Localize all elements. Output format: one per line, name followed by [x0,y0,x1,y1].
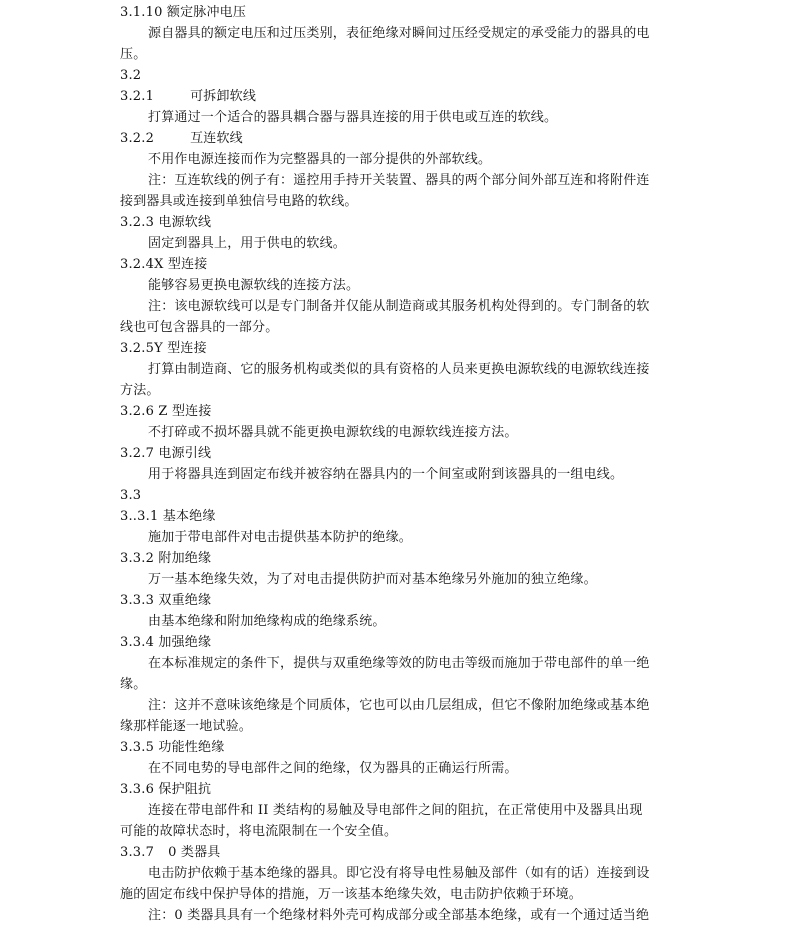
note-text: 接到器具或连接到单独信号电路的软线。 [120,194,358,209]
clause-heading-3-3-7 [120,845,220,861]
clause-text: 不打碎或不损坏器具就不能更换电源软线的电源软线连接方法。 [148,425,518,440]
clause-text: 打算由制造商、它的服务机构或类似的具有资格的人员来更换电源软线的电源软线连接 [148,362,650,377]
clause-heading-3-2-3: 3.2.3 电源软线 [120,215,212,230]
note-text: 注：这并不意味该绝缘是个同质体，它也可以由几层组成，但它不像附加绝缘或基本绝 [148,698,650,713]
clause-text: 电击防护依赖于基本绝缘的器具。即它没有将导电性易触及部件（如有的话）连接到设 [148,866,650,881]
clause-text: 在本标准规定的条件下，提供与双重绝缘等效的防电击等级而施加于带电部件的单一绝 [148,656,650,671]
clause-title: 0 类器具 [168,845,221,860]
clause-text: 不用作电源连接而作为完整器具的一部分提供的外部软线。 [148,152,492,167]
clause-heading-3-2-4: 3.2.4X 型连接 [120,257,208,272]
clause-number: 3.2.2 [120,131,155,146]
clause-heading-3-1-10: 3.1.10 额定脉冲电压 [120,5,247,20]
note-text: 线也可包含器具的一部分。 [120,320,279,335]
section-heading-3-3: 3.3 [120,488,142,503]
clause-text: 万一基本绝缘失效，为了对电击提供防护而对基本绝缘另外施加的独立绝缘。 [148,572,597,587]
section-heading-3-2: 3.2 [120,68,142,83]
clause-heading-3-3-3: 3.3.3 双重绝缘 [120,593,212,608]
clause-heading-3-3-6: 3.3.6 保护阻抗 [120,782,212,797]
clause-heading-3-3-2: 3.3.2 附加绝缘 [120,551,212,566]
clause-text: 能够容易更换电源软线的连接方法。 [148,278,360,293]
note-text: 注：0 类器具具有一个绝缘材料外壳可构成部分或全部基本绝缘，或有一个通过适当绝 [148,908,650,923]
clause-heading-3-3-1: 3..3.1 基本绝缘 [120,509,216,524]
clause-heading-3-2-2 [120,131,243,147]
clause-heading-3-3-4: 3.3.4 加强绝缘 [120,635,212,650]
clause-heading-3-2-1 [120,89,256,105]
clause-heading-3-2-7: 3.2.7 电源引线 [120,446,212,461]
clause-text: 打算通过一个适合的器具耦合器与器具连接的用于供电或互连的软线。 [148,110,558,125]
clause-number: 3.3.7 [120,845,155,860]
note-text: 注：该电源软线可以是专门制备并仅能从制造商或其服务机构处得到的。专门制备的软 [148,299,650,314]
clause-heading-3-2-6: 3.2.6 Z 型连接 [120,404,212,419]
clause-text: 在不同电势的导电部件之间的绝缘，仅为器具的正确运行所需。 [148,761,518,776]
clause-title: 可拆卸软线 [190,89,257,104]
clause-text: 施加于带电部件对电击提供基本防护的绝缘。 [148,530,413,545]
clause-text: 缘。 [120,677,147,692]
clause-text: 可能的故障状态时，将电流限制在一个安全值。 [120,824,398,839]
clause-text: 连接在带电部件和 II 类结构的易触及导电部件之间的阻抗，在正常使用中及器具出现 [148,803,643,818]
note-text: 注：互连软线的例子有：遥控用手持开关装置、器具的两个部分间外部互连和将附件连 [148,173,650,188]
clause-text: 方法。 [120,383,160,398]
clause-title: 互连软线 [190,131,243,146]
clause-text: 施的固定布线中保护导体的措施，万一该基本绝缘失效，电击防护依赖于环境。 [120,887,583,902]
clause-text: 源自器具的额定电压和过压类别，表征绝缘对瞬间过压经受规定的承受能力的器具的电 [148,26,650,41]
clause-heading-3-2-5: 3.2.5Y 型连接 [120,341,207,356]
clause-text: 固定到器具上，用于供电的软线。 [148,236,347,251]
clause-text: 用于将器具连到固定布线并被容纳在器具内的一个间室或附到该器具的一组电线。 [148,467,624,482]
clause-text: 由基本绝缘和附加绝缘构成的绝缘系统。 [148,614,386,629]
clause-number: 3.2.1 [120,89,155,104]
clause-heading-3-3-5: 3.3.5 功能性绝缘 [120,740,225,755]
note-text: 缘那样能逐一地试验。 [120,719,253,734]
clause-text: 压。 [120,47,147,62]
